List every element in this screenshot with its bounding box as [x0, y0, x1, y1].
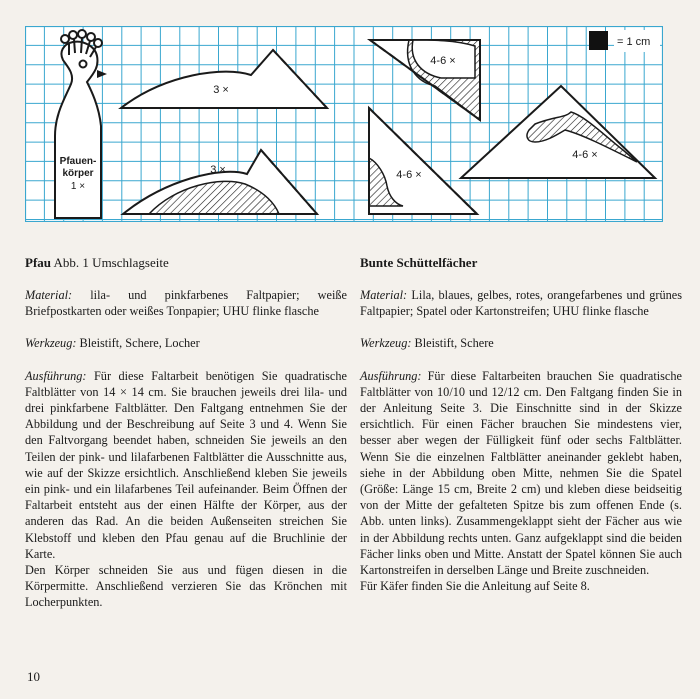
peacock-label-line1: Pfauen-: [59, 156, 97, 167]
pattern-figure: [25, 26, 663, 222]
pfau-material-label: Material:: [25, 288, 73, 302]
faecher-werkzeug-text: Bleistift, Schere: [414, 336, 494, 351]
fan-triangle-right-count: 4-6 ×: [572, 149, 598, 161]
pfau-koerper: Den Körper schneiden Sie aus und fügen diesen in die Körpermitte. Anschließend verzieren Sie das Krönchen mit Locherpunkten.: [25, 563, 347, 610]
pfau-title: Pfau: [25, 255, 51, 270]
scale-square: [589, 31, 608, 50]
fan-triangle-top-count: 4-6 ×: [430, 55, 456, 67]
faecher-ausfuehrung: [360, 368, 682, 579]
pfau-material: [25, 287, 347, 319]
pfau-ausfuehrung-label: Ausführung:: [25, 368, 87, 383]
pfau-werkzeug-label: Werkzeug:: [25, 336, 77, 351]
pfau-ausfuehrung: [25, 368, 347, 562]
left-column: [25, 255, 347, 611]
peacock-label-line2: körper: [62, 168, 94, 179]
pfau-title-suffix: Abb. 1 Umschlagseite: [53, 255, 169, 270]
faecher-werkzeug: [360, 335, 682, 351]
top-arrow-count: 3 ×: [213, 84, 229, 96]
faecher-material-label: Material:: [360, 288, 408, 302]
faecher-ausfuehrung-text: Für diese Faltarbeiten brauchen Sie quadratische Faltblätter von 10/10 und 12/12 cm. Den Faltgang finden Sie in der Anleitung Seite 3. Die Einschnitte sind in der Skizze ersichtlich. Für einen Fächer brauchen Sie mindestens vier, besser aber wegen der Fülligkeit fünf oder sechs Faltblätter. Wenn Sie die einzelnen Faltblätter aneinander geklebt haben, siehe in der Abbildung oben Mitte, nehmen Sie die Spatel (Größe: Länge 15 cm, Breite 2 cm) und kleben diese beidseitig von der Mitte der gefalteten Spitze bis zum offenen Ende (s. Abb. unten links). Zusammengeklappt sieht der Fächer aus wie in der Abbildung rechts unten. Ganz aufgeklappt sind die beiden Fächer links oben und Mitte. Anstatt der Spatel können Sie auch Kartonstreifen in derselben Länge und Breite zuschneiden.: [360, 368, 682, 578]
faecher-ausfuehrung-label: Ausführung:: [360, 368, 422, 383]
faecher-title: Bunte Schüttelfächer: [360, 255, 478, 270]
faecher-werkzeug-label: Werkzeug:: [360, 336, 412, 351]
peacock-count: 1 ×: [70, 181, 86, 192]
fan-triangle-left-count: 4-6 ×: [396, 169, 422, 181]
pfau-ausfuehrung-text: Für diese Faltarbeit benötigen Sie quadratische Faltblätter von 14 × 14 cm. Sie brauchen jeweils drei lila- und drei pinkfarbene Faltblätter. Den Faltgang entnehmen Sie der Abbildung und der Beschreibung auf Seite 3 und 4. Wenn Sie den Faltvorgang beendet haben, schneiden Sie jeweils an den Teilen der pink- und lilafarbenen Faltblätter die Ausschnitte aus, wie auf der Skizze ersichtlich. Anschließend kleben Sie jeweils ein pink- und ein lilafarbenes Teil aufeinander. Beim Öffnen der Faltarbeit entsteht aus der einen Hälfte der Körper, aus der anderen das Rad. An die beiden Außenseiten streichen Sie Klebstoff und kleben den Pfau genau auf die Bruchlinie der Karte.: [25, 368, 348, 561]
pfau-werkzeug-text: Bleistift, Schere, Locher: [79, 336, 200, 351]
scale-label: = 1 cm: [617, 36, 651, 48]
faecher-material-text: Lila, blaues, gelbes, rotes, orangefarbenes und grünes Faltpapier; Spatel oder Kartonstreifen; UHU flinke flasche: [360, 288, 683, 319]
faecher-heading: [360, 255, 682, 271]
faecher-material: [360, 287, 682, 319]
page-number: 10: [27, 669, 40, 684]
bottom-arrow-count: 3 ×: [210, 164, 226, 176]
pfau-heading: [25, 255, 347, 271]
pfau-werkzeug: [25, 335, 347, 351]
pfau-material-text: lila- und pinkfarbenes Faltpapier; weiße Briefpostkarten oder weißes Tonpapier; UHU flinke flasche: [25, 288, 347, 319]
right-column: [360, 255, 682, 594]
faecher-kaefer: Für Käfer finden Sie die Anleitung auf Seite 8.: [360, 579, 590, 594]
